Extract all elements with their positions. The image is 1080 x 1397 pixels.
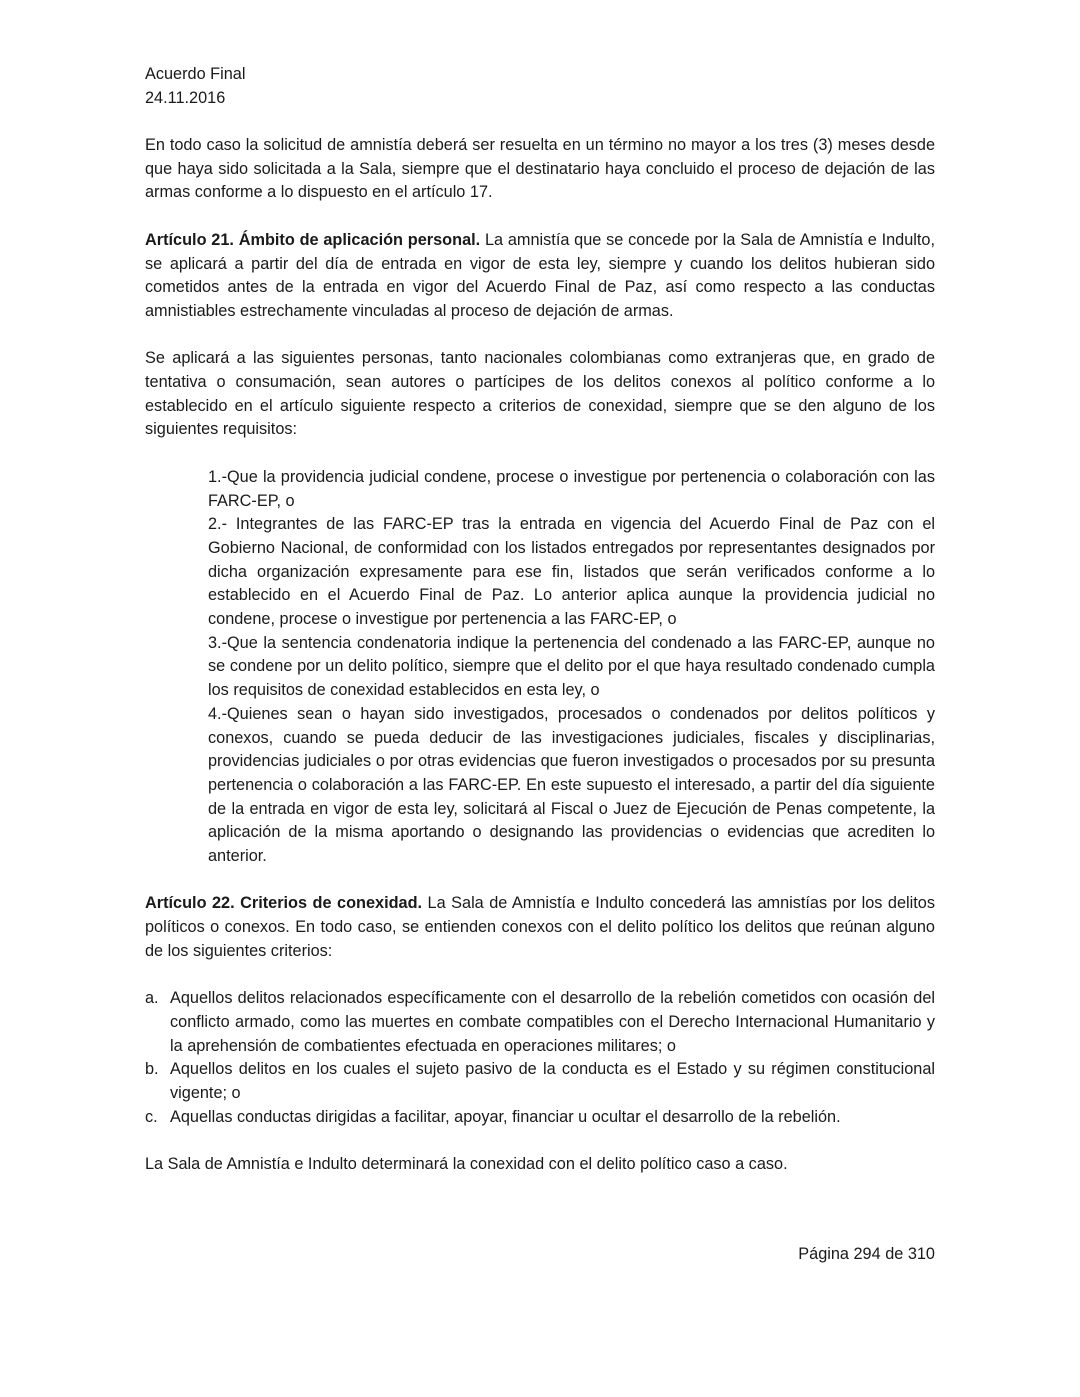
- criterio-marker: a.: [145, 989, 159, 1008]
- paragraph-closing: La Sala de Amnistía e Indulto determinará la conexidad con el delito político caso a caso.: [145, 1155, 788, 1174]
- criterio-item: [145, 1058, 935, 1105]
- article-22-text: La Sala de Amnistía e Indulto concederá las amnistías por los delitos políticos o conexos. En todo caso, se entienden conexos con el delito político los delitos que reúnan alguno de los siguientes criterios:: [145, 894, 935, 960]
- criterio-item: [145, 1106, 935, 1130]
- requisito-item: 4.-Quienes sean o hayan sido investigados, procesados o condenados por delitos políticos y conexos, cuando se pueda deducir de las investigaciones judiciales, fiscales y disciplinarias, providencias judiciales o por otras evidencias que fueron investigados o procesados por su presunta pertenencia o colaboración a las FARC-EP. En este supuesto el interesado, a partir del día siguiente de la entrada en vigor de esta ley, solicitará al Fiscal o Juez de Ejecución de Penas competente, la aplicación de la misma aportando o designando las providencias o evidencias que acrediten lo anterior.: [208, 704, 935, 866]
- requisito-item: 3.-Que la sentencia condenatoria indique la pertenencia del condenado a las FARC-EP, aunque no se condene por un delito político, siempre que el delito por el que haya resultado condenado cumpla los requisitos de conexidad establecidos en esta ley, o: [208, 633, 935, 700]
- requisitos-list: [208, 466, 935, 869]
- article-21-text: La amnistía que se concede por la Sala de Amnistía e Indulto, se aplicará a partir del día de entrada en vigor de esta ley, siempre y cuando los delitos hubieran sido cometidos antes de la entrada en vigor del Acuerdo Final de Paz, así como respecto a las conductas amnistiables estrechamente vinculadas al proceso de dejación de armas.: [145, 230, 935, 320]
- page-number: Página 294 de 310: [798, 1245, 935, 1263]
- paragraph-applicable-persons: Se aplicará a las siguientes personas, tanto nacionales colombianas como extranjeras que, en grado de tentativa o consumación, sean autores o partícipes de los delitos conexos al político conforme a lo establecido en el artículo siguiente respecto a criterios de conexidad, siempre que se den alguno de los siguientes requisitos:: [145, 349, 935, 439]
- document-header: [145, 62, 935, 110]
- criterio-item: [145, 987, 935, 1058]
- paragraph-article-22: [145, 892, 935, 963]
- document-page: [145, 62, 935, 1201]
- paragraph-amnesty-deadline: En todo caso la solicitud de amnistía deberá ser resuelta en un término no mayor a los tres (3) meses desde que haya sido solicitada a la Sala, siempre que el destinatario haya concluido el proceso de dejación de las armas conforme a lo dispuesto en el artículo 17.: [145, 136, 935, 202]
- criterio-text: Aquellas conductas dirigidas a facilitar, apoyar, financiar u ocultar el desarrollo de la rebelión.: [170, 1107, 841, 1126]
- criterio-marker: b.: [145, 1060, 159, 1079]
- document-title: Acuerdo Final: [145, 65, 246, 83]
- criterio-text: Aquellos delitos relacionados específicamente con el desarrollo de la rebelión cometidos con ocasión del conflicto armado, como las muertes en combate compatibles con el Derecho Internacional Humanitario y la aprehensión de combatientes efectuada en operaciones militares; o: [170, 989, 935, 1055]
- article-22-heading: Artículo 22. Criterios de conexidad.: [145, 894, 423, 913]
- criterio-text: Aquellos delitos en los cuales el sujeto pasivo de la conducta es el Estado y su régimen constitucional vigente; o: [170, 1060, 935, 1103]
- requisito-item: 2.- Integrantes de las FARC-EP tras la entrada en vigencia del Acuerdo Final de Paz con el Gobierno Nacional, de conformidad con los listados entregados por representantes designados por dicha organización expresamente para ese fin, listados que serán verificados conforme a lo establecido en el Acuerdo Final de Paz. Lo anterior aplica aunque la providencia judicial no condene, procese o investigue por pertenencia a las FARC-EP, o: [208, 515, 935, 629]
- criterio-marker: c.: [145, 1107, 158, 1126]
- paragraph-article-21: [145, 229, 935, 324]
- article-21-heading: Artículo 21. Ámbito de aplicación personal.: [145, 230, 481, 249]
- document-date: 24.11.2016: [145, 89, 226, 107]
- criterios-list: [145, 987, 935, 1129]
- requisito-item: 1.-Que la providencia judicial condene, procese o investigue por pertenencia o colaboración con las FARC-EP, o: [208, 467, 935, 510]
